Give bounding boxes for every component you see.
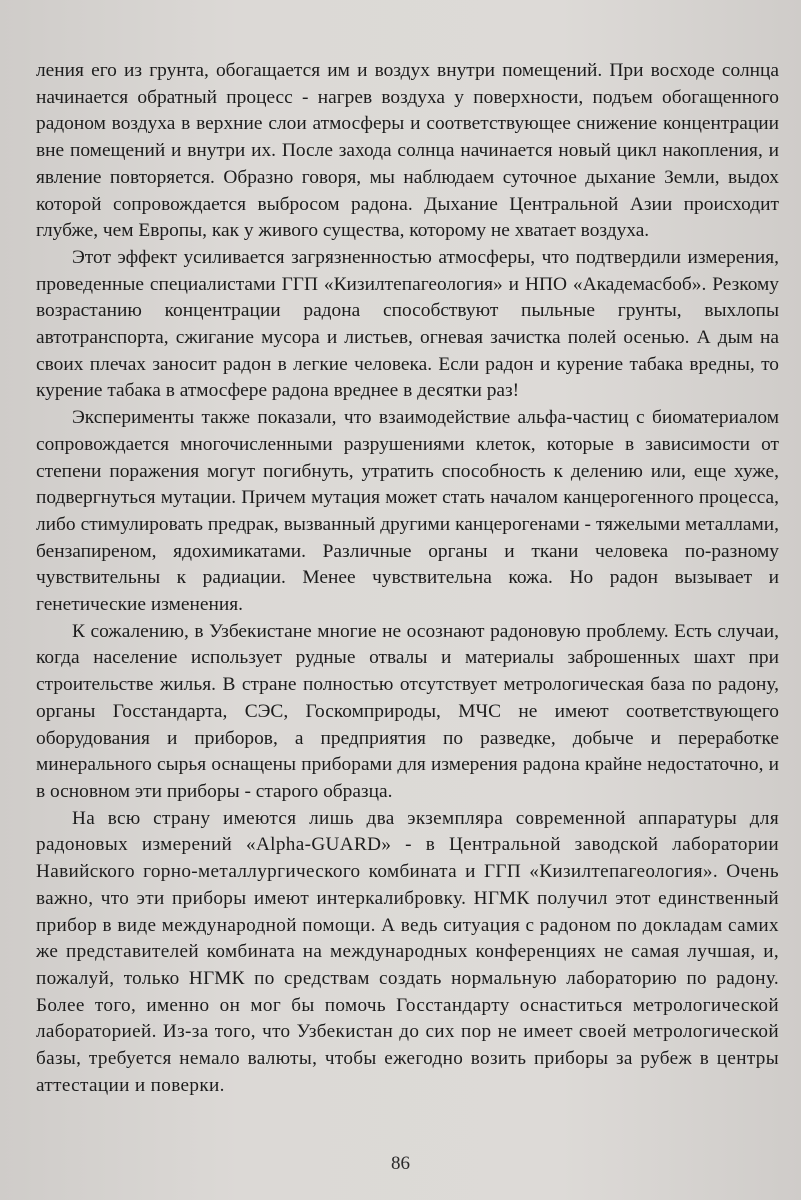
paragraph-4: К сожалению, в Узбекистане многие не осознают радоновую проблему. Есть случаи, когда население использует рудные отвалы и материалы заброшенных шахт при строительстве жилья. В стране полностью отсутствует метрологическая база по радону, органы Госстандарта, СЭС, Госкомприроды, МЧС не имеют соответствующего оборудования и приборов, а предприятия по разведке, добыче и переработке минерального сырья оснащены приборами для измерения радона крайне недостаточно, и в основном эти приборы - старого образца.	[36, 620, 779, 802]
page-number: 86	[391, 1153, 410, 1174]
paragraph-5: На всю страну имеются лишь два экземпляра современной аппаратуры для радоновых измерений «Alpha-GUARD» - в Центральной заводской лаборатории Навийского горно-металлургического комбината и ГГП «Кизилтепагеология». Очень важно, что эти приборы имеют интеркалибровку. НГМК получил этот единственный прибор в виде международной помощи. А ведь ситуация с радоном по докладам самих же представителей комбината на международных конференциях не самая лучшая, и, пожалуй, только НГМК по средствам создать нормальную лабораторию по радону. Более того, именно он мог бы помочь Госстандарту оснаститься метрологической лабораторией. Из-за того, что Узбекистан до сих пор не имеет своей метрологической базы, требуется немало валюты, чтобы ежегодно возить приборы за рубеж в центры аттестации и поверки.	[36, 807, 779, 1096]
paragraph-1: ления его из грунта, обогащается им и воздух внутри помещений. При восходе солнца начинается обратный процесс - нагрев воздуха у поверхности, подъем обогащенного радоном воздуха в верхние слои атмосферы и соответствующее снижение концентрации вне помещений и внутри их. После захода солнца начинается новый цикл накопления, и явление повторяется. Образно говоря, мы наблюдаем суточное дыхание Земли, выдох которой сопровождается выбросом радона. Дыхание Центральной Азии происходит глубже, чем Европы, как у живого существа, которому не хватает воздуха.	[36, 60, 779, 242]
paragraph-3: Эксперименты также показали, что взаимодействие альфа-частиц с биоматериалом сопровождается многочисленными разрушениями клеток, которые в зависимости от степени поражения могут погибнуть, утратить способность к делению или, еще хуже, подвергнуться мутации. Причем мутация может стать началом канцерогенного процесса, либо стимулировать предрак, вызванный другими канцерогенами - тяжелыми металлами, бензапиреном, ядохимикатами. Различные органы и ткани человека по-разному чувствительны к радиации. Менее чувствительна кожа. Но радон вызывает и генетические изменения.	[36, 407, 779, 616]
paragraph-2: Этот эффект усиливается загрязненностью атмосферы, что подтвердили измерения, проведенные специалистами ГГП «Кизилтепагеология» и НПО «Академасбоб». Резкому возрастанию концентрации радона способствуют пыльные грунты, выхлопы автотранспорта, сжигание мусора и листьев, огневая зачистка полей осенью. А дым на своих плечах заносит радон в легкие человека. Если радон и курение табака вредны, то курение табака в атмосфере радона вреднее в десятки раз!	[36, 246, 779, 402]
